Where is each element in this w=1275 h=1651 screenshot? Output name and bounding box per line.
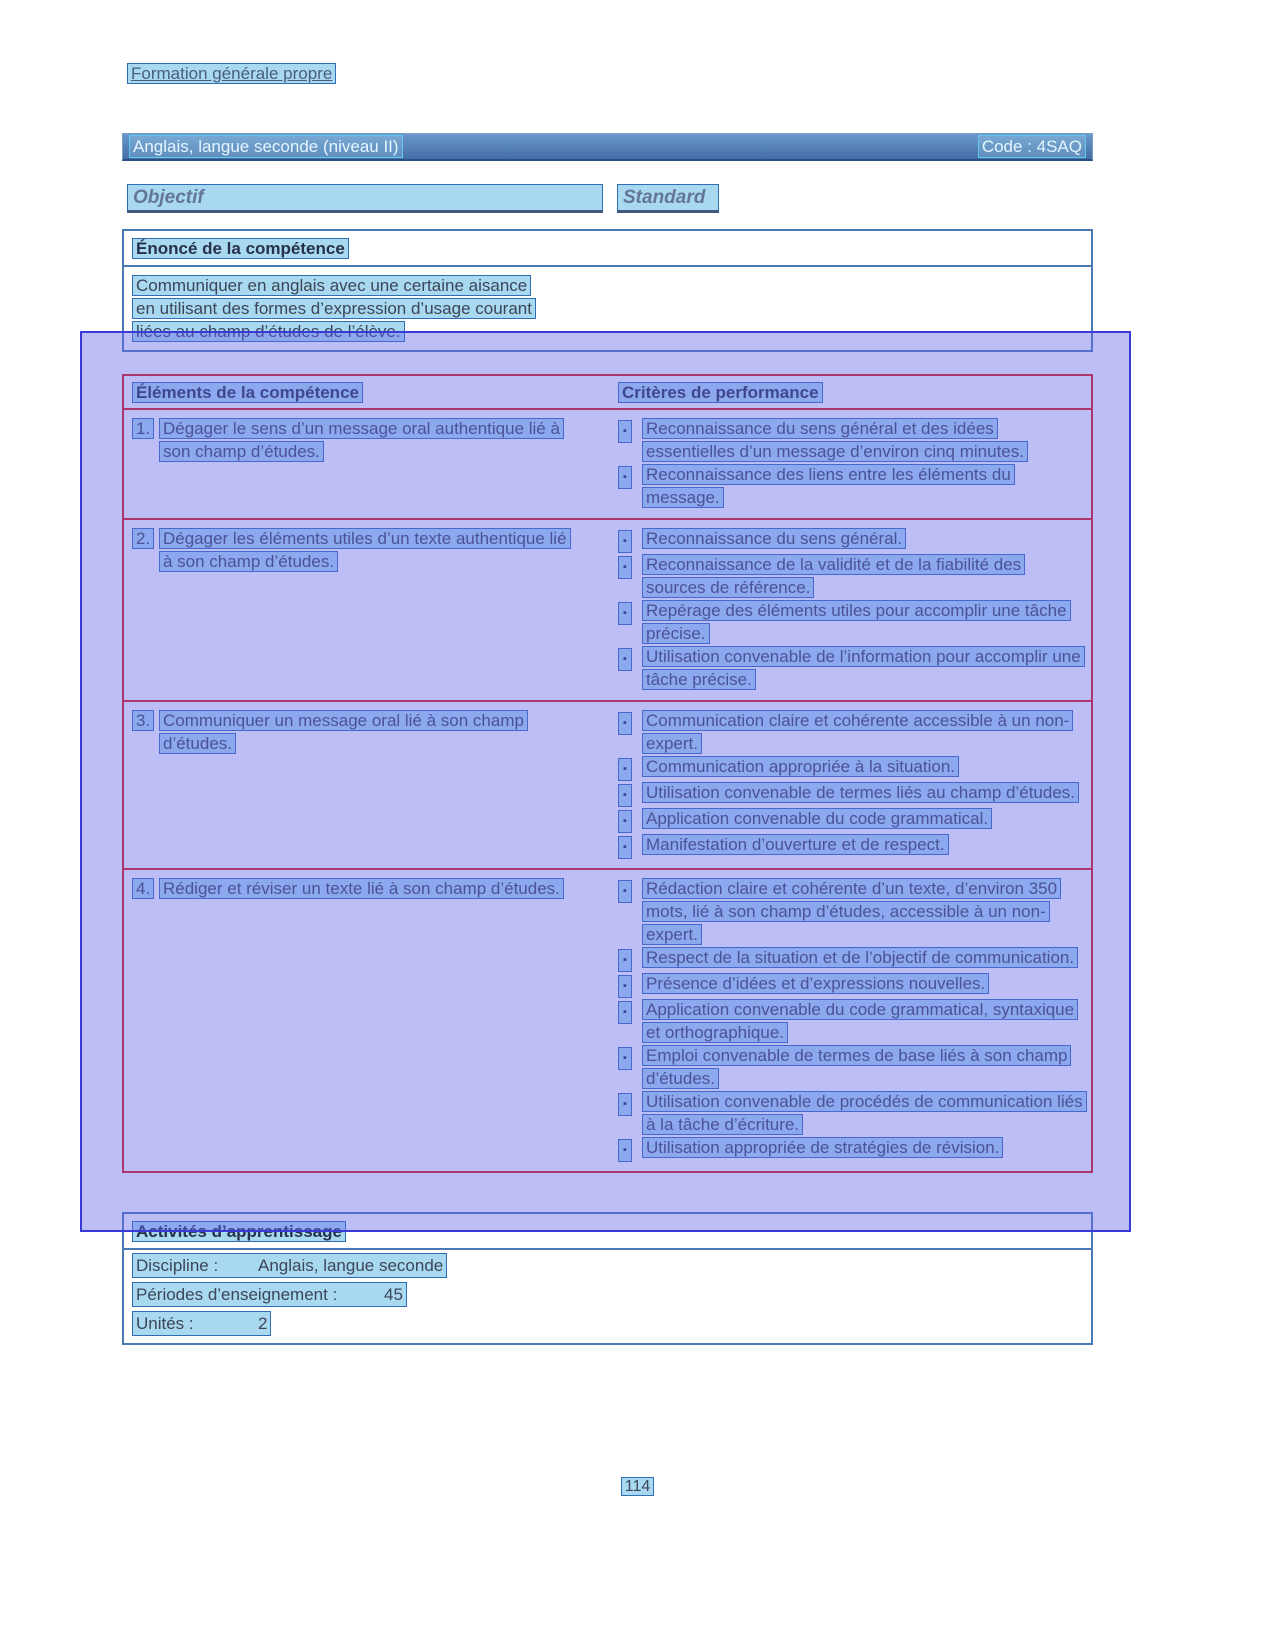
criteria-item bbox=[618, 972, 1083, 998]
bullet-icon: ▪ bbox=[618, 602, 632, 625]
bullet-icon: ▪ bbox=[618, 784, 632, 807]
periodes-field bbox=[124, 1279, 1091, 1308]
col-header-elements: Éléments de la compétence bbox=[132, 382, 363, 403]
element-text: Rédiger et réviser un texte lié à son champ d’études. bbox=[159, 877, 579, 1162]
element-number: 1. bbox=[132, 417, 159, 509]
criteria-item bbox=[618, 807, 1083, 833]
objectif-heading: Objectif bbox=[127, 184, 603, 213]
element-number: 2. bbox=[132, 527, 159, 691]
bullet-marker bbox=[618, 463, 642, 489]
discipline-value: Anglais, langue seconde bbox=[258, 1256, 444, 1275]
periodes-value: 45 bbox=[384, 1285, 403, 1304]
unites-value: 2 bbox=[258, 1314, 268, 1333]
criteria-text: Application convenable du code grammatical. bbox=[642, 807, 1083, 830]
criteria-item bbox=[618, 599, 1083, 645]
bullet-marker bbox=[618, 553, 642, 579]
bullet-icon: ▪ bbox=[618, 1093, 632, 1116]
discipline-field bbox=[124, 1250, 1091, 1279]
elements-header-cell bbox=[124, 381, 616, 404]
criteria-text: Manifestation d’ouverture et de respect. bbox=[642, 833, 1083, 856]
element-text: Dégager les éléments utiles d’un texte authentique lié à son champ d’études. bbox=[159, 527, 579, 691]
bullet-icon: ▪ bbox=[618, 466, 632, 489]
criteria-text: Repérage des éléments utiles pour accomplir une tâche précise. bbox=[642, 599, 1083, 645]
col-header-criteres: Critères de performance bbox=[618, 382, 823, 403]
bullet-icon: ▪ bbox=[618, 712, 632, 735]
bullet-icon: ▪ bbox=[618, 1139, 632, 1162]
criteria-text: Reconnaissance des liens entre les éléments du message. bbox=[642, 463, 1083, 509]
bullet-marker bbox=[618, 833, 642, 859]
standard-heading: Standard bbox=[617, 184, 719, 213]
criteria-item bbox=[618, 1136, 1083, 1162]
criteria-cell bbox=[616, 527, 1091, 691]
discipline-label: Discipline : bbox=[136, 1256, 219, 1275]
bullet-marker bbox=[618, 1044, 642, 1070]
enonce-title: Énoncé de la compétence bbox=[132, 238, 349, 259]
criteria-item bbox=[618, 877, 1083, 946]
bullet-marker bbox=[618, 781, 642, 807]
bullet-marker bbox=[618, 709, 642, 735]
bullet-marker bbox=[618, 998, 642, 1024]
bullet-marker bbox=[618, 645, 642, 671]
criteria-text: Application convenable du code grammatical, syntaxique et orthographique. bbox=[642, 998, 1083, 1044]
bullet-icon: ▪ bbox=[618, 1047, 632, 1070]
table-row bbox=[124, 700, 1091, 868]
criteria-item bbox=[618, 946, 1083, 972]
bullet-icon: ▪ bbox=[618, 949, 632, 972]
unites-label: Unités : bbox=[136, 1314, 194, 1333]
periodes-label: Périodes d’enseignement : bbox=[136, 1285, 338, 1304]
section-label: Formation générale propre bbox=[127, 63, 336, 84]
bullet-marker bbox=[618, 417, 642, 443]
enonce-text-line: en utilisant des formes d’expression d’usage courant bbox=[132, 298, 536, 319]
criteria-cell bbox=[616, 417, 1091, 509]
criteria-item bbox=[618, 553, 1083, 599]
criteria-item bbox=[618, 709, 1083, 755]
course-code: Code : 4SAQ bbox=[978, 135, 1086, 158]
criteria-text: Présence d’idées et d’expressions nouvelles. bbox=[642, 972, 1083, 995]
bullet-icon: ▪ bbox=[618, 810, 632, 833]
enonce-title-row bbox=[124, 231, 1091, 267]
criteria-item bbox=[618, 527, 1083, 553]
criteria-text: Reconnaissance de la validité et de la fiabilité des sources de référence. bbox=[642, 553, 1083, 599]
criteria-item bbox=[618, 1044, 1083, 1090]
criteria-text: Respect de la situation et de l’objectif de communication. bbox=[642, 946, 1083, 969]
bullet-icon: ▪ bbox=[618, 420, 632, 443]
table-row bbox=[124, 410, 1091, 518]
enonce-text-line: Communiquer en anglais avec une certaine aisance bbox=[132, 275, 531, 296]
activites-title-row bbox=[124, 1214, 1091, 1250]
bullet-marker bbox=[618, 1090, 642, 1116]
criteria-item bbox=[618, 755, 1083, 781]
table-row bbox=[124, 868, 1091, 1171]
section-headings-row bbox=[127, 184, 719, 213]
page-number: 114 bbox=[621, 1477, 655, 1496]
bullet-marker bbox=[618, 877, 642, 903]
criteria-text: Communication claire et cohérente accessible à un non-expert. bbox=[642, 709, 1083, 755]
bullet-icon: ▪ bbox=[618, 836, 632, 859]
element-cell bbox=[124, 417, 616, 509]
enonce-box bbox=[122, 229, 1093, 352]
criteria-item bbox=[618, 463, 1083, 509]
criteria-item bbox=[618, 417, 1083, 463]
bullet-marker bbox=[618, 972, 642, 998]
activites-title: Activités d’apprentissage bbox=[132, 1221, 346, 1242]
criteria-text: Communication appropriée à la situation. bbox=[642, 755, 1083, 778]
activites-box bbox=[122, 1212, 1093, 1345]
bullet-marker bbox=[618, 599, 642, 625]
element-text: Communiquer un message oral lié à son champ d’études. bbox=[159, 709, 579, 859]
criteria-text: Reconnaissance du sens général. bbox=[642, 527, 1083, 550]
criteria-text: Utilisation appropriée de stratégies de révision. bbox=[642, 1136, 1083, 1159]
unites-field bbox=[124, 1308, 1091, 1337]
criteres-header-cell bbox=[616, 381, 1091, 404]
element-number: 4. bbox=[132, 877, 159, 1162]
bullet-icon: ▪ bbox=[618, 758, 632, 781]
bullet-marker bbox=[618, 807, 642, 833]
criteria-item bbox=[618, 1090, 1083, 1136]
bullet-icon: ▪ bbox=[618, 530, 632, 553]
criteria-cell bbox=[616, 709, 1091, 859]
bullet-icon: ▪ bbox=[618, 556, 632, 579]
criteria-text: Rédaction claire et cohérente d’un texte, d’environ 350 mots, lié à son champ d’études, accessible à un non-expert. bbox=[642, 877, 1083, 946]
bullet-icon: ▪ bbox=[618, 1001, 632, 1024]
element-cell bbox=[124, 527, 616, 691]
criteria-item bbox=[618, 998, 1083, 1044]
criteria-text: Utilisation convenable de l’information pour accomplir une tâche précise. bbox=[642, 645, 1083, 691]
criteria-item bbox=[618, 833, 1083, 859]
bullet-icon: ▪ bbox=[618, 648, 632, 671]
course-title: Anglais, langue seconde (niveau II) bbox=[129, 135, 403, 158]
element-text: Dégager le sens d’un message oral authentique lié à son champ d’études. bbox=[159, 417, 579, 509]
competence-table bbox=[122, 374, 1093, 1173]
table-header-row bbox=[124, 376, 1091, 410]
criteria-item bbox=[618, 645, 1083, 691]
course-header-bar bbox=[122, 133, 1093, 161]
table-row bbox=[124, 518, 1091, 700]
criteria-text: Utilisation convenable de termes liés au champ d’études. bbox=[642, 781, 1083, 804]
page-footer bbox=[0, 1478, 1275, 1496]
bullet-marker bbox=[618, 1136, 642, 1162]
enonce-text-line: liées au champ d’études de l’élève. bbox=[132, 321, 405, 342]
bullet-icon: ▪ bbox=[618, 880, 632, 903]
top-label-row bbox=[127, 64, 336, 84]
criteria-text: Reconnaissance du sens général et des idées essentielles d’un message d’environ cinq minutes. bbox=[642, 417, 1083, 463]
element-cell bbox=[124, 709, 616, 859]
bullet-marker bbox=[618, 527, 642, 553]
bullet-marker bbox=[618, 755, 642, 781]
element-cell bbox=[124, 877, 616, 1162]
criteria-item bbox=[618, 781, 1083, 807]
element-number: 3. bbox=[132, 709, 159, 859]
criteria-text: Utilisation convenable de procédés de communication liés à la tâche d’écriture. bbox=[642, 1090, 1083, 1136]
criteria-cell bbox=[616, 877, 1091, 1162]
criteria-text: Emploi convenable de termes de base liés à son champ d’études. bbox=[642, 1044, 1083, 1090]
bullet-marker bbox=[618, 946, 642, 972]
enonce-body bbox=[124, 267, 1091, 347]
bullet-icon: ▪ bbox=[618, 975, 632, 998]
